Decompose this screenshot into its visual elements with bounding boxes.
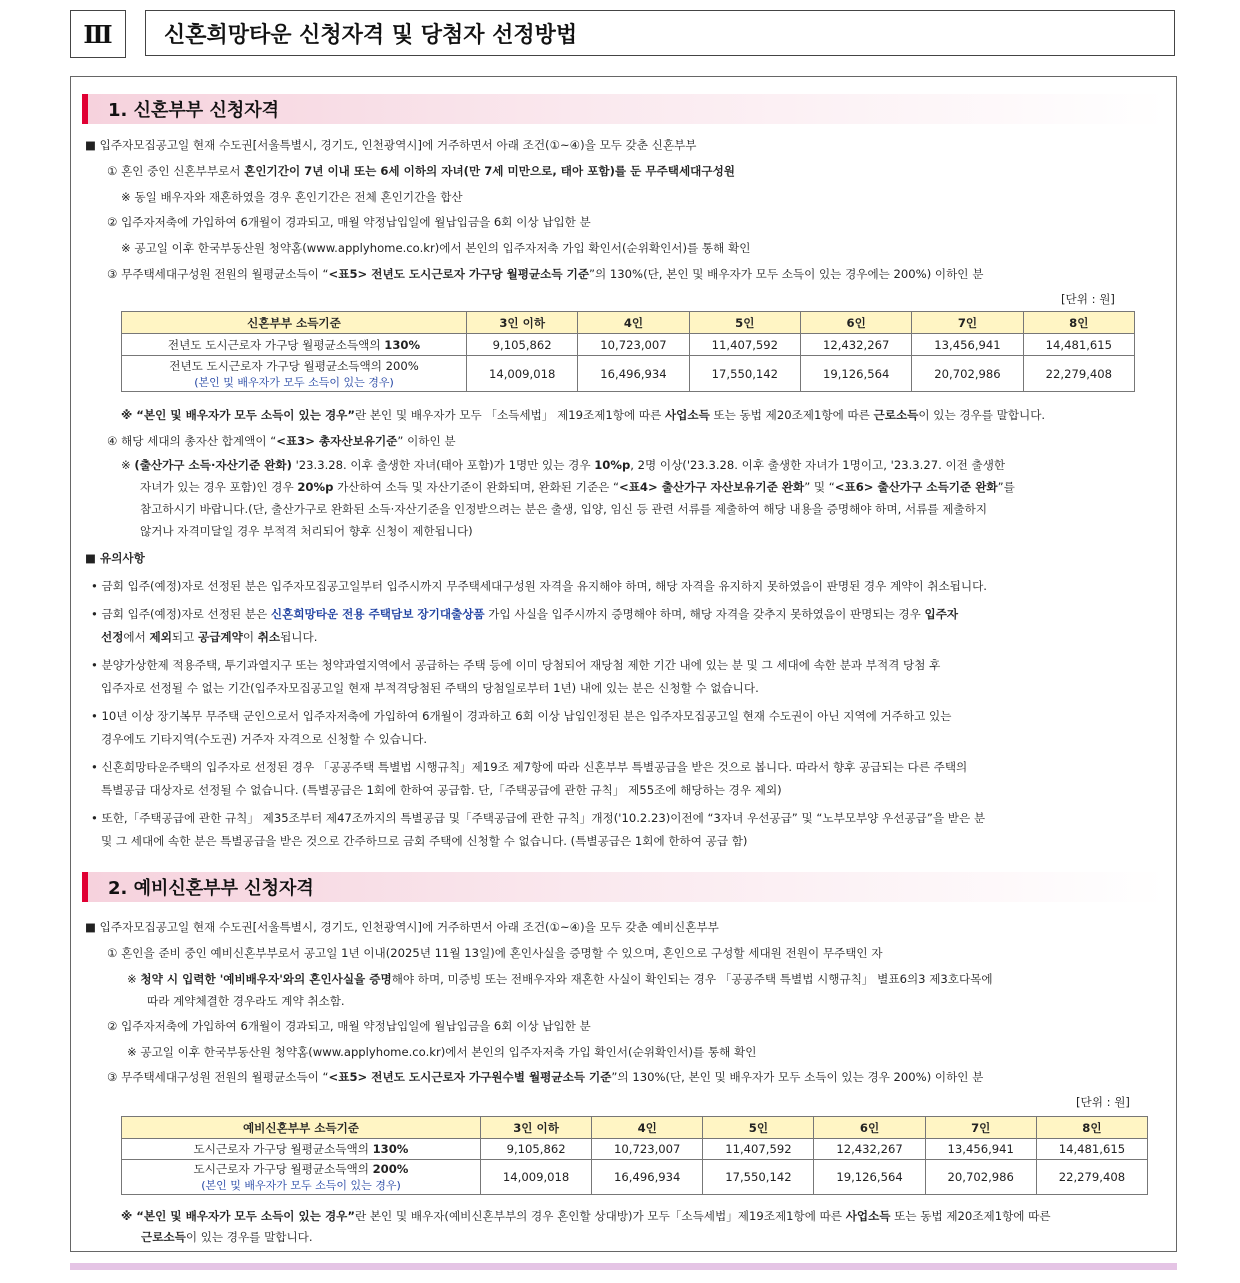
- table-header-cell: 6인: [800, 312, 911, 334]
- table-cell: 12,432,267: [800, 334, 911, 356]
- sec1-unit: [단위 : 원]: [1061, 292, 1115, 306]
- table-cell: 9,105,862: [467, 334, 578, 356]
- sec1-title: 1. 신혼부부 신청자격: [82, 94, 1167, 124]
- sec2-cond3: ③ 무주택세대구성원 전원의 월평균소득이 “<표5> 전년도 도시근로자 가구원수별 월평균소득 기준”의 130%(단, 본인 및 배우자가 모두 소득이 있는 경우 200%) 이하인 분: [107, 1070, 984, 1084]
- table-header-cell: 4인: [578, 312, 689, 334]
- sec1-cond2-note: ※ 공고일 이후 한국부동산원 청약홈(www.applyhome.co.kr)에서 본인의 입주자저축 가입 확인서(순위확인서)를 통해 확인: [121, 241, 751, 255]
- table-header-cell: 신혼부부 소득기준: [122, 312, 467, 334]
- row-label: 도시근로자 가구당 월평균소득액의 130%: [122, 1139, 481, 1160]
- table-header-row: [122, 1117, 1148, 1139]
- table-cell: 16,496,934: [578, 356, 689, 392]
- notice-item-4-cont: 경우에도 기타지역(수도권) 거주자 자격으로 신청할 수 있습니다.: [101, 732, 428, 746]
- table-header-cell: 4인: [592, 1117, 703, 1139]
- table-cell: 13,456,941: [912, 334, 1023, 356]
- section-numeral: Ⅲ: [70, 10, 126, 58]
- sec1-cond3: ③ 무주택세대구성원 전원의 월평균소득이 “<표5> 전년도 도시근로자 가구당 월평균소득 기준”의 130%(단, 본인 및 배우자가 모두 소득이 있는 경우에는 200%) 이하인 분: [107, 267, 984, 281]
- table-row: [122, 1139, 1148, 1160]
- sec1-asset-note-3: 참고하시기 바랍니다.(단, 출산가구로 완화된 소득·자산기준을 인정받으려는 분은 출생, 입양, 임신 등 관련 서류를 제출하여 해당 내용을 증명해야 하며, 서류를 제출하지: [140, 502, 988, 516]
- table-cell: 9,105,862: [481, 1139, 592, 1160]
- sec2-cond2-note: ※ 공고일 이후 한국부동산원 청약홈(www.applyhome.co.kr)에서 본인의 입주자저축 가입 확인서(순위확인서)를 통해 확인: [127, 1045, 757, 1059]
- sec2-table-note: ※ “본인 및 배우자가 모두 소득이 있는 경우”란 본인 및 배우자(예비신혼부부의 경우 혼인할 상대방)가 모두「소득세법」제19조제1항에 따른 사업소득 또는 동법 제20조제1항에 따른: [121, 1209, 1051, 1223]
- table-header-cell: 7인: [912, 312, 1023, 334]
- notice-item-3-cont: 입주자로 선정될 수 없는 기간(입주자모집공고일 현재 부적격당첨된 주택의 당첨일로부터 1년) 내에 있는 분은 신청할 수 없습니다.: [101, 681, 759, 695]
- table-cell: 16,496,934: [592, 1160, 703, 1195]
- sec2-intro: ■ 입주자모집공고일 현재 수도권[서울특별시, 경기도, 인천광역시]에 거주하면서 아래 조건(①~④)을 모두 갖춘 예비신혼부부: [85, 920, 719, 934]
- sec1-intro: ■ 입주자모집공고일 현재 수도권[서울특별시, 경기도, 인천광역시]에 거주하면서 아래 조건(①~④)을 모두 갖춘 신혼부부: [85, 138, 697, 152]
- notice-item-6-cont: 및 그 세대에 속한 분은 특별공급을 받은 것으로 간주하므로 금회 주택에 신청할 수 없습니다. (특별공급은 1회에 한하여 공급 함): [101, 834, 748, 848]
- table-header-cell: 5인: [703, 1117, 814, 1139]
- sec1-cond4: ④ 해당 세대의 총자산 합계액이 “<표3> 총자산보유기준” 이하인 분: [107, 434, 456, 448]
- table-cell: 20,702,986: [925, 1160, 1036, 1195]
- row-label: 전년도 도시근로자 가구당 월평균소득액의 200% (본인 및 배우자가 모두 소득이 있는 경우): [122, 356, 467, 392]
- row-label: 전년도 도시근로자 가구당 월평균소득액의 130%: [122, 334, 467, 356]
- notice-item-2: • 금회 입주(예정)자로 선정된 분은 신혼희망타운 전용 주택담보 장기대출상품 가입 사실을 입주시까지 증명해야 하며, 해당 자격을 갖추지 못하였음이 판명되는 경우 입주자: [91, 607, 959, 621]
- section-header: [70, 10, 1177, 58]
- table-cell: 14,481,615: [1036, 1139, 1147, 1160]
- table-cell: 17,550,142: [689, 356, 800, 392]
- sec2-title: 2. 예비신혼부부 신청자격: [82, 872, 1167, 902]
- table-cell: 11,407,592: [703, 1139, 814, 1160]
- notice-item-5: • 신혼희망타운주택의 입주자로 선정된 경우 「공공주택 특별법 시행규칙」제19조 제7항에 따라 신혼부부 특별공급을 받은 것으로 봅니다. 따라서 향후 공급되는 다른 주택의: [91, 760, 968, 774]
- sec2-cond2: ② 입주자저축에 가입하여 6개월이 경과되고, 매월 약정납입일에 월납입금을 6회 이상 납입한 분: [107, 1019, 591, 1033]
- table-header-cell: 5인: [689, 312, 800, 334]
- table-row: [122, 334, 1135, 356]
- table-cell: 12,432,267: [814, 1139, 925, 1160]
- table-cell: 14,009,018: [481, 1160, 592, 1195]
- table-header-row: [122, 312, 1135, 334]
- sec2-income-table: [121, 1116, 1148, 1195]
- sec1-cond1: ① 혼인 중인 신혼부부로서 혼인기간이 7년 이내 또는 6세 이하의 자녀(만 7세 미만으로, 태아 포함)를 둔 무주택세대구성원: [107, 164, 735, 178]
- sec1-asset-note-4: 않거나 자격미달일 경우 부적격 처리되어 향후 신청이 제한됩니다): [140, 524, 473, 538]
- table-cell: 19,126,564: [814, 1160, 925, 1195]
- row-label: 도시근로자 가구당 월평균소득액의 200% (본인 및 배우자가 모두 소득이 있는 경우): [122, 1160, 481, 1195]
- table-header-cell: 3인 이하: [467, 312, 578, 334]
- table-cell: 19,126,564: [800, 356, 911, 392]
- page-title: 신혼희망타운 신청자격 및 당첨자 선정방법: [145, 10, 1175, 56]
- notice-item-3: • 분양가상한제 적용주택, 투기과열지구 또는 청약과열지역에서 공급하는 주택 등에 이미 당첨되어 재당첨 제한 기간 내에 있는 분 및 그 세대에 속한 분과 부적격 당첨 후: [91, 658, 941, 672]
- content-frame: [70, 76, 1177, 1252]
- sec1-cond2: ② 입주자저축에 가입하여 6개월이 경과되고, 매월 약정납입일에 월납입금을 6회 이상 납입한 분: [107, 215, 591, 229]
- table-cell: 10,723,007: [592, 1139, 703, 1160]
- notice-item-6: • 또한,「주택공급에 관한 규칙」 제35조부터 제47조까지의 특별공급 및「주택공급에 관한 규칙」개정('10.2.23)이전에 “3자녀 우선공급” 및 “노부모부양 우선공급”을 받은 분: [91, 811, 986, 825]
- table-header-cell: 7인: [925, 1117, 1036, 1139]
- table-cell: 14,481,615: [1023, 334, 1134, 356]
- notice-item-5-cont: 특별공급 대상자로 선정될 수 없습니다. (특별공급은 1회에 한하여 공급함. 단,「주택공급에 관한 규칙」 제55조에 해당하는 경우 제외): [101, 783, 782, 797]
- sec1-table-note: ※ “본인 및 배우자가 모두 소득이 있는 경우”란 본인 및 배우자가 모두 「소득세법」 제19조제1항에 따른 사업소득 또는 동법 제20조제1항에 따른 근로소득이 있는 경우를 말합니다.: [121, 408, 1046, 422]
- table-header-cell: 8인: [1023, 312, 1134, 334]
- table-cell: 17,550,142: [703, 1160, 814, 1195]
- sec1-income-table: [121, 311, 1135, 392]
- sec2-table-note-cont: 근로소득이 있는 경우를 말합니다.: [141, 1230, 313, 1244]
- sec2-cond1: ① 혼인을 준비 중인 예비신혼부부로서 공고일 1년 이내(2025년 11월 13일)에 혼인사실을 증명할 수 있으며, 혼인으로 구성할 세대원 전원이 무주택인 자: [107, 946, 883, 960]
- table-cell: 22,279,408: [1023, 356, 1134, 392]
- table-row: [122, 1160, 1148, 1195]
- sec2-cond1-note: ※ 청약 시 입력한 '예비배우자'와의 혼인사실을 증명해야 하며, 미증빙 또는 전배우자와 재혼한 사실이 확인되는 경우 「공공주택 특별법 시행규칙」 별표6의3 제3호다목에: [127, 972, 993, 986]
- sec2-unit: [단위 : 원]: [1076, 1095, 1130, 1109]
- footer-divider: [70, 1263, 1177, 1270]
- sec2-cond1-note-cont: 따라 계약체결한 경우라도 계약 취소함.: [147, 994, 345, 1008]
- notice-item-1: • 금회 입주(예정)자로 선정된 분은 입주자모집공고일부터 입주시까지 무주택세대구성원 자격을 유지해야 하며, 해당 자격을 유지하지 못하였음이 판명된 경우 계약이 취소됩니다.: [91, 579, 987, 593]
- notice-item-2-cont: 선정에서 제외되고 공급계약이 취소됩니다.: [101, 630, 318, 644]
- table-header-cell: 3인 이하: [481, 1117, 592, 1139]
- table-cell: 10,723,007: [578, 334, 689, 356]
- table-header-cell: 8인: [1036, 1117, 1147, 1139]
- sec1-cond1-note: ※ 동일 배우자와 재혼하였을 경우 혼인기간은 전체 혼인기간을 합산: [121, 190, 463, 204]
- table-cell: 20,702,986: [912, 356, 1023, 392]
- table-cell: 11,407,592: [689, 334, 800, 356]
- table-cell: 13,456,941: [925, 1139, 1036, 1160]
- notice-heading: ■ 유의사항: [85, 551, 145, 565]
- table-row: [122, 356, 1135, 392]
- sec1-asset-note-2: 자녀가 있는 경우 포함)인 경우 20%p 가산하여 소득 및 자산기준이 완화되며, 완화된 기준은 “<표4> 출산가구 자산보유기준 완화” 및 “<표6> 출산가구 소득기준 완화”를: [140, 480, 1015, 494]
- table-cell: 14,009,018: [467, 356, 578, 392]
- sec1-asset-note-1: ※ (출산가구 소득·자산기준 완화) '23.3.28. 이후 출생한 자녀(태아 포함)가 1명만 있는 경우 10%p, 2명 이상('23.3.28. 이후 출생한 자녀가 1명이고, '23.3.27. 이전 출생한: [121, 458, 1006, 472]
- table-header-cell: 6인: [814, 1117, 925, 1139]
- table-header-cell: 예비신혼부부 소득기준: [122, 1117, 481, 1139]
- notice-item-4: • 10년 이상 장기복무 무주택 군인으로서 입주자저축에 가입하여 6개월이 경과하고 6회 이상 납입인정된 분은 입주자모집공고일 현재 수도권이 아닌 지역에 거주하고 있는: [91, 709, 952, 723]
- table-cell: 22,279,408: [1036, 1160, 1147, 1195]
